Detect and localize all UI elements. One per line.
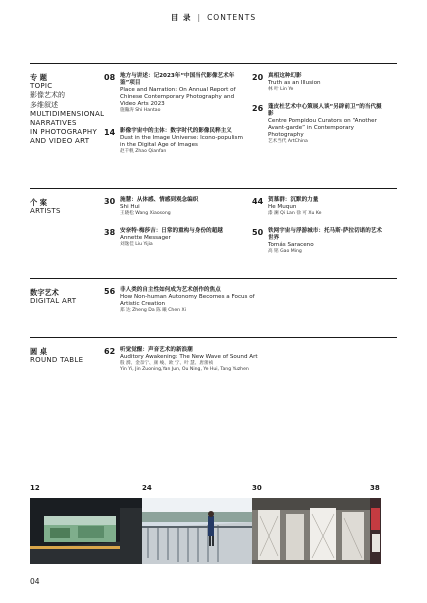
entry-title-en: Centre Pompidou Curators on “Another Avant-garde” in Contemporary Photography [268,117,377,138]
entry-title-en: Truth as an Illusion [268,79,321,86]
section-topic-zh: 专 题 [30,73,47,82]
street-image [142,498,252,564]
section-rule-round-table [30,337,397,338]
toc-entry[interactable] [104,73,244,114]
entry-author: 林 叶 Lin Ye [268,86,294,92]
section-topic-sub-zh-1: 影像艺术的 [30,91,65,100]
entry-author: 殷 漪、金奈宁、颜 峻、欧 宁、叶 慧、唐蕾祯 [120,360,214,366]
toc-entry[interactable] [104,287,274,314]
section-topic-en: TOPIC [30,82,53,91]
section-topic-sub-en-1: MULTIDIMENSIONAL [30,109,105,118]
entry-author: 艺术当代 ArtChina [268,138,308,144]
header-zh: 目 录 [170,13,192,22]
entry-page-number: 20 [252,73,264,82]
section-label-round-table [30,347,83,365]
installation-image [30,498,142,564]
entry-author: 漆 澜 Qi Lan 徐 可 Xu Ke [268,210,322,216]
section-digital-zh: 数字艺术 [30,288,59,297]
section-roundtable-en: ROUND TABLE [30,356,84,365]
section-roundtable-zh: 圆 桌 [30,347,47,356]
entry-title-en: Auditory Awakening: The New Wave of Sound Art [120,353,258,360]
section-topic-sub-en-3: IN PHOTOGRAPHY [30,128,98,137]
entry-page-number: 08 [104,73,116,82]
entry-author: 赵千帆 Zhao Qianfan [120,148,167,154]
entry-author: 高 铭 Gao Ming [268,248,302,254]
entry-title-zh: 贺慕群：沉默的力量 [268,197,319,203]
entry-title-zh: 影像宇宙中的主体：数字时代的影像民粹主义 [120,128,232,134]
entry-author: 施瀚涛 Shi Hantao [120,107,161,113]
entry-page-number: 30 [104,197,116,206]
header-en: CONTENTS [207,13,257,22]
entry-title-zh: 铁网宇宙与浮游城市：托马斯·萨拉切诺的艺术世界 [268,228,383,241]
entry-title-zh: 施慧：从体感、情感到观念编织 [120,197,199,203]
toc-entry[interactable] [104,228,244,248]
thumbnail-image-red-installation[interactable] [370,498,381,564]
toc-entry[interactable] [104,347,294,373]
section-topic-sub-zh-2: 多维叙述 [30,100,58,109]
entry-page-number: 14 [104,128,116,137]
thumbnail-image-installation[interactable] [30,498,142,564]
entry-title-en: He Muqun [268,203,297,210]
entry-title-zh: 真相这种幻影 [268,73,302,79]
section-label-artists [30,198,61,216]
thumbnail-page-number: 38 [370,484,380,492]
entry-page-number: 50 [252,228,264,237]
section-artists-zh: 个 案 [30,198,47,207]
entry-page-number: 38 [104,228,116,237]
entry-author-en: Yin Yi, Jin Zuoning,Yan Jun, Ou Ning, Ye Hui, Tang Yuzhen [120,366,249,372]
entry-title-zh: 地方与讲述：记2023年“中国当代影像艺术年鉴”项目 [120,73,235,86]
thumbnail-image-street[interactable] [142,498,252,564]
thumbnail-page-number: 24 [142,484,152,492]
entry-title-en: Tomás Saraceno [268,241,314,248]
entry-title-en: Annette Messager [120,234,171,241]
entry-page-number: 62 [104,347,116,356]
entry-title-zh: 听觉觉醒：声音艺术的新浪潮 [120,347,193,353]
section-rule-digital-art [30,278,397,279]
toc-entry[interactable] [104,197,244,217]
thumbnail-strip [30,484,381,564]
entry-author: 刘逸佳 Liu Yijia [120,241,153,247]
entry-page-number: 26 [252,104,264,113]
thumbnail-page-number: 30 [252,484,262,492]
section-topic-sub-en-2: NARRATIVES [30,119,77,128]
header-separator: | [197,13,202,22]
entry-author: 郑 达 Zheng Da 陈 曦 Chen Xi [120,307,186,313]
toc-entry[interactable] [252,228,384,255]
page-number: 04 [30,577,40,586]
toc-entry[interactable] [252,73,384,93]
toc-entry[interactable] [104,128,244,155]
entry-title-en: Shi Hui [120,203,140,210]
section-topic-sub-en-4: AND VIDEO ART [30,137,90,146]
entry-title-en: How Non-human Autonomy Becomes a Focus of Artistic Creation [120,293,255,307]
contents-header [0,12,427,23]
entry-title-en: Place and Narration: On Annual Report of Chinese Contemporary Photography and Video Arts 2023 [120,86,236,107]
entry-title-zh: 蓬皮杜艺术中心策展人谈“另辟前卫”的当代摄影 [268,104,382,117]
thumbnail-image-sculptures[interactable] [252,498,370,564]
entry-title-zh: 安奈特·梅莎吉：日常的重构与身份的超越 [120,228,223,234]
section-label-digital-art [30,288,76,306]
entry-author: 王晓松 Wang Xiaosong [120,210,171,216]
entry-title-en: Dust in the Image Universe: Icono-populism in the Digital Age of Images [120,134,243,148]
entry-page-number: 56 [104,287,116,296]
toc-entry[interactable] [252,197,384,217]
entry-page-number: 44 [252,197,264,206]
sculpture-image [252,498,370,564]
red-installation-image [370,498,381,564]
section-rule-topic [30,63,397,64]
thumbnail-page-number: 12 [30,484,40,492]
entry-title-zh: 非人类的自主性如何成为艺术创作的焦点 [120,287,221,293]
section-label-topic [30,73,104,147]
section-rule-artists [30,188,397,189]
section-artists-en: ARTISTS [30,207,61,216]
toc-entry[interactable] [252,104,384,145]
section-digital-en: DIGITAL ART [30,297,77,306]
